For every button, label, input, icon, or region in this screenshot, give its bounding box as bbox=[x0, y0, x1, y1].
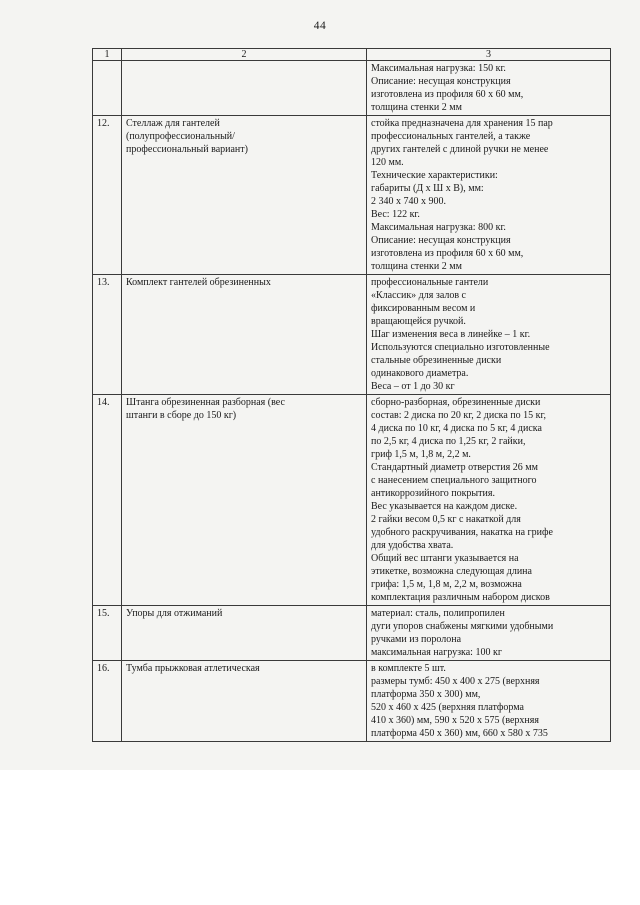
column-header: 2 bbox=[122, 49, 367, 61]
description-cell bbox=[367, 395, 611, 606]
description-line: для удобства хвата. bbox=[371, 540, 454, 551]
description-line: «Классик» для залов с bbox=[371, 290, 466, 301]
table-row-continuation bbox=[93, 61, 611, 116]
description-line: состав: 2 диска по 20 кг, 2 диска по 15 кг, bbox=[371, 410, 546, 421]
description-line: профессиональные гантели bbox=[371, 277, 489, 288]
description-line: изготовлена из профиля 60 х 60 мм, bbox=[371, 248, 524, 259]
description-cell bbox=[367, 661, 611, 742]
item-name-line: Стеллаж для гантелей bbox=[126, 118, 220, 129]
table-row bbox=[93, 606, 611, 661]
description-line: 520 х 460 х 425 (верхняя платформа bbox=[371, 702, 524, 713]
description-line: толщина стенки 2 мм bbox=[371, 102, 462, 113]
description-line: 2 340 х 740 х 900. bbox=[371, 196, 446, 207]
item-name-line: Штанга обрезиненная разборная (вес bbox=[126, 397, 285, 408]
row-number: 15. bbox=[93, 606, 122, 661]
description-cell bbox=[367, 61, 611, 116]
description-line: ручками из поролона bbox=[371, 634, 462, 645]
item-name-line: Комплект гантелей обрезиненных bbox=[126, 277, 271, 288]
row-number-cell bbox=[93, 61, 122, 116]
item-name-line: профессиональный вариант) bbox=[126, 144, 248, 155]
description-line: вращающейся ручкой. bbox=[371, 316, 466, 327]
specification-table bbox=[92, 48, 611, 742]
table-row bbox=[93, 661, 611, 742]
description-line: стальные обрезиненные диски bbox=[371, 355, 502, 366]
row-number: 13. bbox=[93, 275, 122, 395]
description-line: сборно-разборная, обрезиненные диски bbox=[371, 397, 541, 408]
description-line: Используются специально изготовленные bbox=[371, 342, 550, 353]
description-line: 410 х 360) мм, 590 х 520 х 575 (верхняя bbox=[371, 715, 539, 726]
description-line: Шаг изменения веса в линейке – 1 кг. bbox=[371, 329, 531, 340]
description-line: профессиональных гантелей, а также bbox=[371, 131, 531, 142]
item-name-line: Упоры для отжиманий bbox=[126, 608, 223, 619]
item-name-line: штанги в сборе до 150 кг) bbox=[126, 410, 237, 421]
description-line: размеры тумб: 450 х 400 х 275 (верхняя bbox=[371, 676, 540, 687]
description-line: антикоррозийного покрытия. bbox=[371, 488, 495, 499]
description-line: 120 мм. bbox=[371, 157, 404, 168]
table-row bbox=[93, 275, 611, 395]
description-line: удобного раскручивания, накатка на грифе bbox=[371, 527, 553, 538]
item-name-cell bbox=[122, 661, 367, 742]
table-header-row bbox=[93, 49, 611, 61]
description-line: в комплекте 5 шт. bbox=[371, 663, 446, 674]
description-line: Описание: несущая конструкция bbox=[371, 235, 511, 246]
column-header: 3 bbox=[367, 49, 611, 61]
item-name-cell bbox=[122, 606, 367, 661]
description-line: Общий вес штанги указывается на bbox=[371, 553, 519, 564]
description-line: толщина стенки 2 мм bbox=[371, 261, 462, 272]
description-line: гриф 1,5 м, 1,8 м, 2,2 м. bbox=[371, 449, 471, 460]
description-line: изготовлена из профиля 60 х 60 мм, bbox=[371, 89, 524, 100]
description-line: Вес: 122 кг. bbox=[371, 209, 420, 220]
description-line: грифа: 1,5 м, 1,8 м, 2,2 м, возможна bbox=[371, 579, 522, 590]
description-line: Максимальная нагрузка: 150 кг. bbox=[371, 63, 506, 74]
description-line: 4 диска по 10 кг, 4 диска по 5 кг, 4 диска bbox=[371, 423, 542, 434]
table-row bbox=[93, 395, 611, 606]
description-line: по 2,5 кг, 4 диска по 1,25 кг, 2 гайки, bbox=[371, 436, 526, 447]
description-line: габариты (Д х Ш х В), мм: bbox=[371, 183, 484, 194]
description-line: одинакового диаметра. bbox=[371, 368, 469, 379]
item-name-cell bbox=[122, 395, 367, 606]
description-cell bbox=[367, 275, 611, 395]
description-line: с нанесением специального защитного bbox=[371, 475, 537, 486]
description-line: Вес указывается на каждом диске. bbox=[371, 501, 518, 512]
description-line: максимальная нагрузка: 100 кг bbox=[371, 647, 502, 658]
item-name-line: (полупрофессиональный/ bbox=[126, 131, 235, 142]
item-name-cell bbox=[122, 275, 367, 395]
description-line: фиксированным весом и bbox=[371, 303, 476, 314]
description-line: материал: сталь, полипропилен bbox=[371, 608, 505, 619]
table-row bbox=[93, 116, 611, 275]
page-number: 44 bbox=[313, 20, 327, 32]
item-name-cell bbox=[122, 116, 367, 275]
row-number: 16. bbox=[93, 661, 122, 742]
description-line: других гантелей с длиной ручки не менее bbox=[371, 144, 549, 155]
item-name-cell bbox=[122, 61, 367, 116]
description-line: дуги упоров снабжены мягкими удобными bbox=[371, 621, 554, 632]
description-line: комплектация различным набором дисков bbox=[371, 592, 550, 603]
description-line: Описание: несущая конструкция bbox=[371, 76, 511, 87]
description-line: 2 гайки весом 0,5 кг с накаткой для bbox=[371, 514, 521, 525]
description-line: этикетке, возможна следующая длина bbox=[371, 566, 532, 577]
column-header: 1 bbox=[93, 49, 122, 61]
row-number: 12. bbox=[93, 116, 122, 275]
description-line: Веса – от 1 до 30 кг bbox=[371, 381, 455, 392]
description-line: Максимальная нагрузка: 800 кг. bbox=[371, 222, 506, 233]
row-number: 14. bbox=[93, 395, 122, 606]
item-name-line: Тумба прыжковая атлетическая bbox=[126, 663, 260, 674]
description-line: Стандартный диаметр отверстия 26 мм bbox=[371, 462, 538, 473]
description-line: Технические характеристики: bbox=[371, 170, 498, 181]
description-line: платформа 450 х 360) мм, 660 х 580 х 735 bbox=[371, 728, 548, 739]
description-cell bbox=[367, 116, 611, 275]
description-line: платформа 350 х 300) мм, bbox=[371, 689, 481, 700]
description-cell bbox=[367, 606, 611, 661]
description-line: стойка предназначена для хранения 15 пар bbox=[371, 118, 553, 129]
